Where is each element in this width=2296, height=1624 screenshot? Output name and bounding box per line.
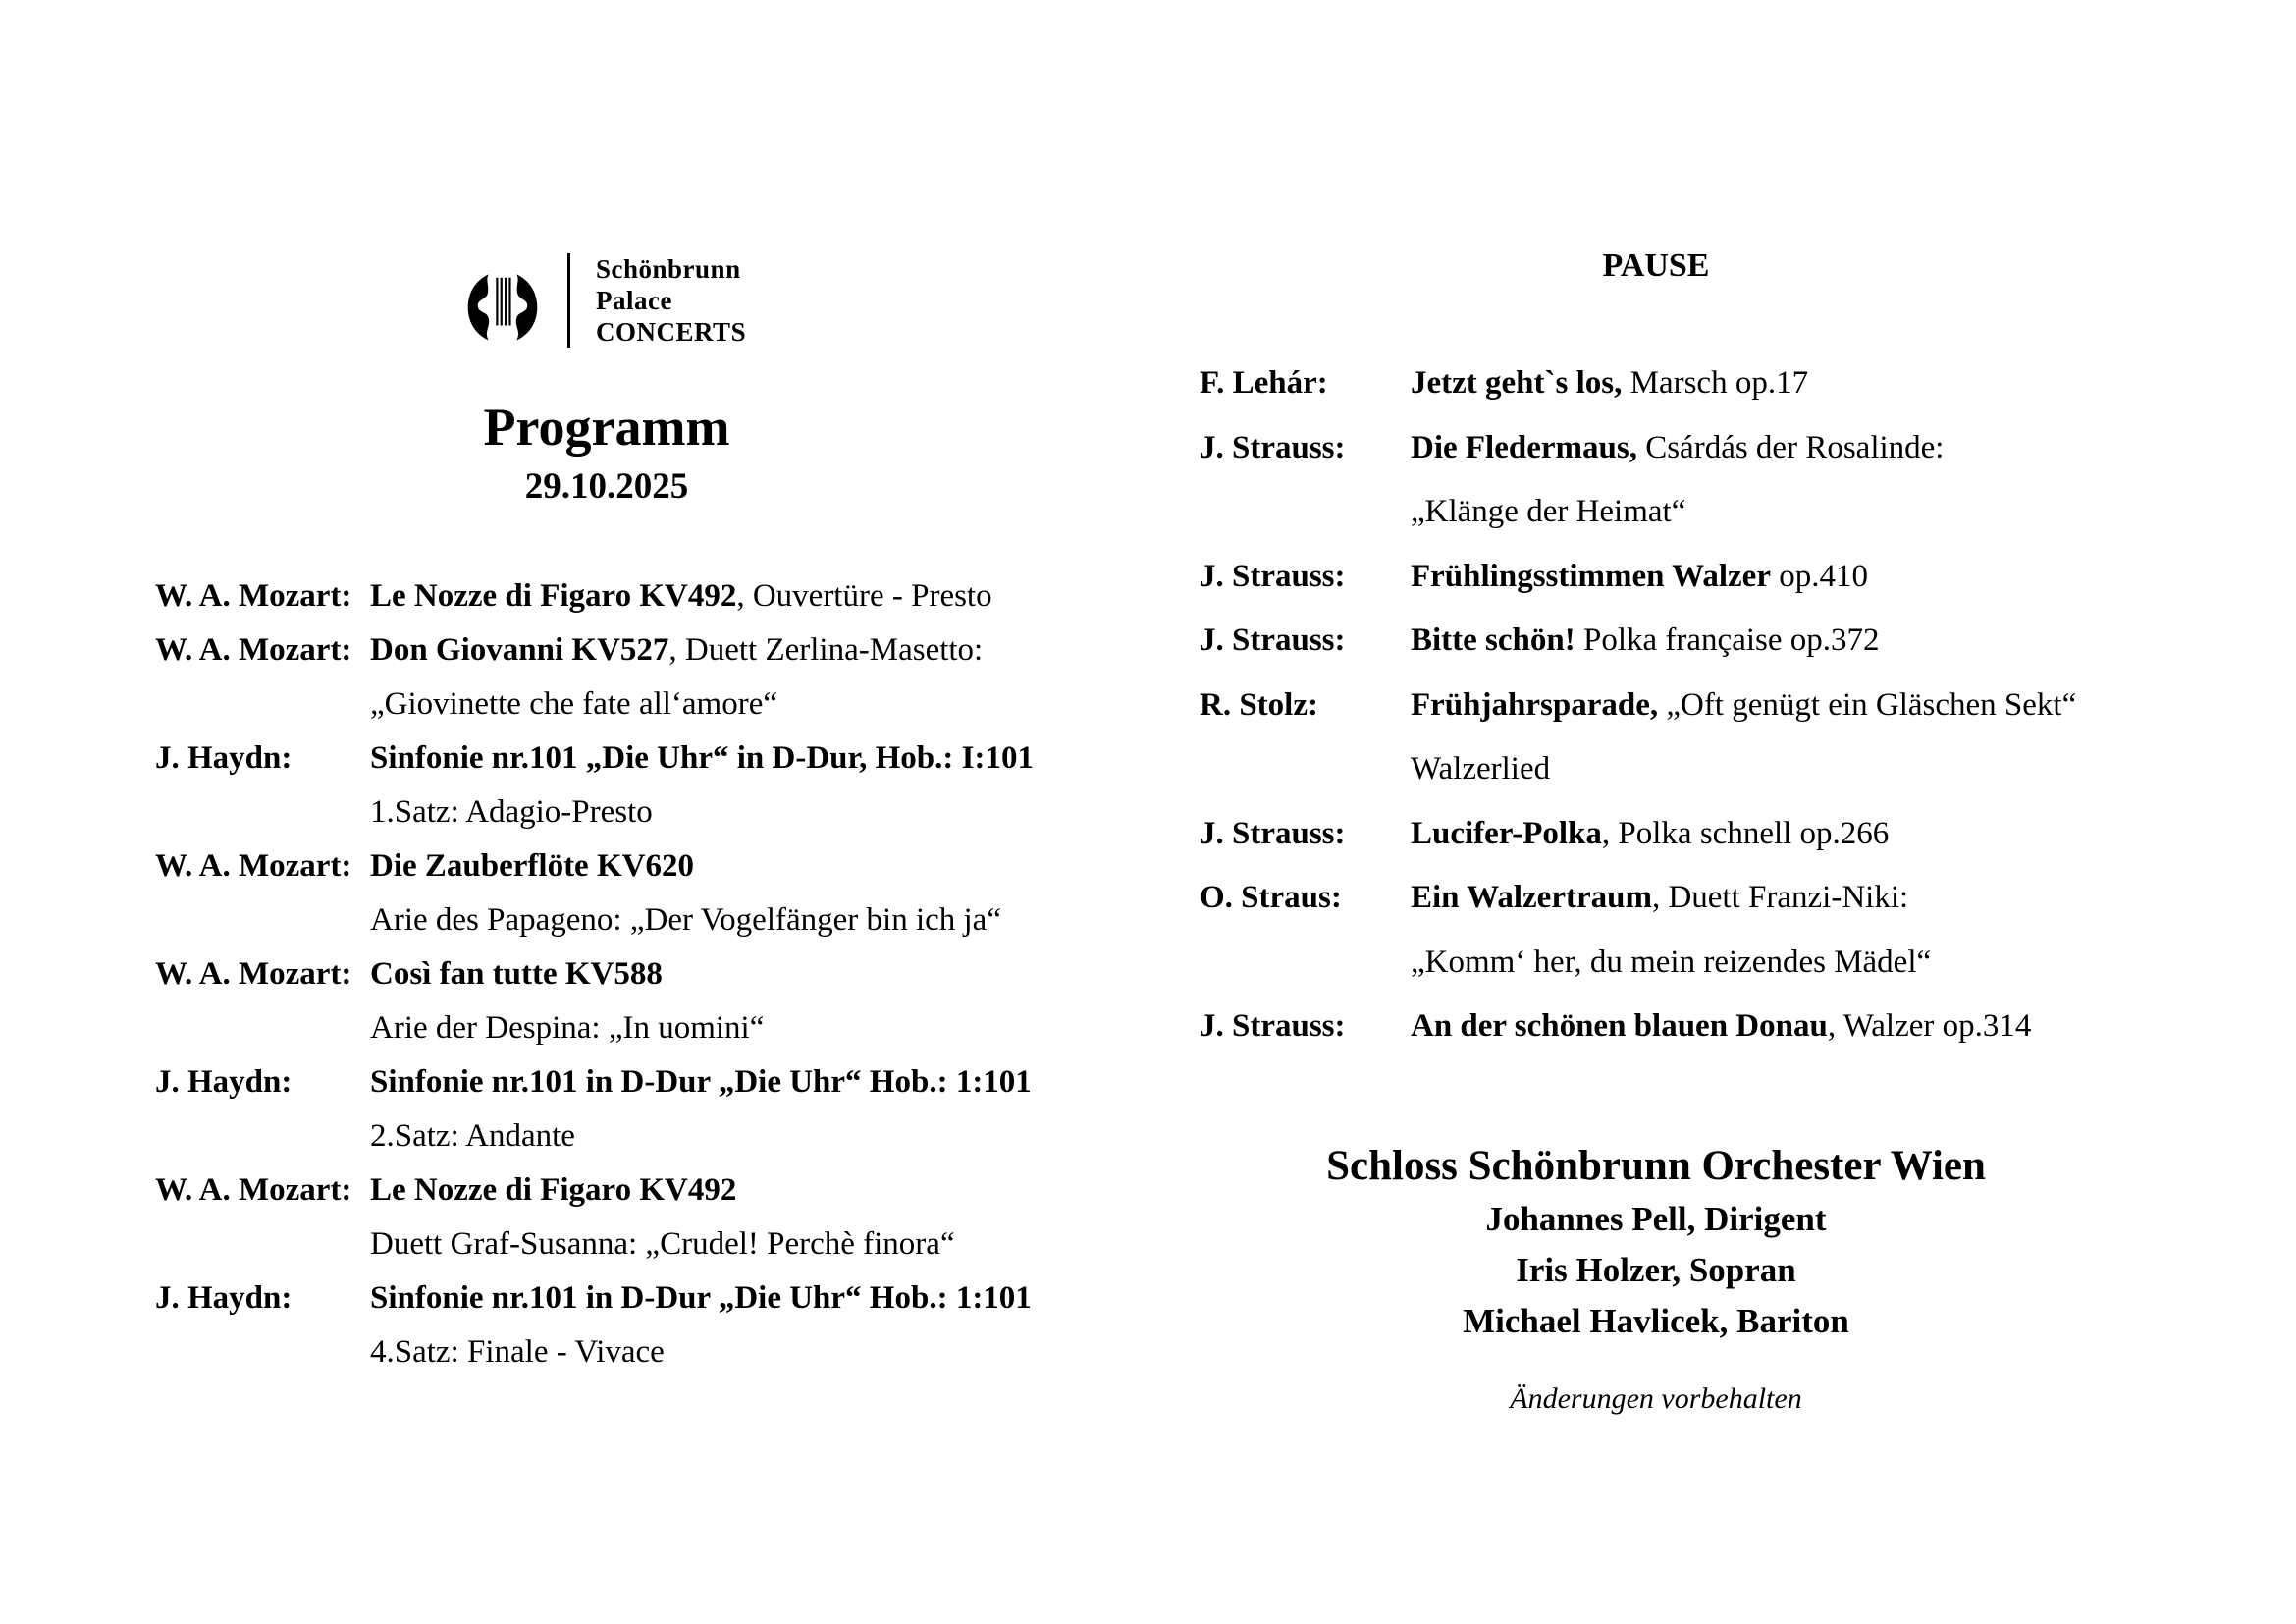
- composer-label: [155, 1326, 370, 1380]
- composer-label: W. A. Mozart:: [155, 632, 352, 668]
- piece-cell: [370, 677, 1137, 731]
- piece-title: Frühlingsstimmen Walzer: [1411, 558, 1771, 594]
- program-row: [1200, 931, 2260, 996]
- piece-subtitle: 2.Satz: Andante: [370, 1118, 575, 1154]
- soprano-credit: Iris Holzer, Sopran: [1516, 1251, 1796, 1289]
- piece-title: Frühjahrsparade,: [1411, 686, 1659, 723]
- piece-cell: [1411, 674, 2260, 738]
- program-row: [155, 1110, 1137, 1164]
- program-list-first-half: [155, 569, 1137, 1380]
- program-row: [1200, 609, 2260, 674]
- piece-title: Bitte schön!: [1411, 623, 1575, 658]
- piece-cell: [370, 569, 1137, 623]
- piece-cell: [1411, 545, 2260, 610]
- piece-cell: [1411, 931, 2260, 996]
- program-row: [155, 947, 1137, 1001]
- concert-date: 29.10.2025: [524, 466, 689, 507]
- composer-label: J. Strauss:: [1200, 558, 1346, 594]
- piece-subtitle: , Duett Franzi-Niki:: [1651, 880, 1909, 915]
- piece-cell: [370, 1326, 1137, 1380]
- piece-cell: [370, 1164, 1137, 1218]
- piece-subtitle: , Ouvertüre - Presto: [736, 578, 992, 614]
- piece-subtitle: 1.Satz: Adagio-Presto: [370, 794, 653, 830]
- piece-title: Sinfonie nr.101 in D-Dur „Die Uhr“ Hob.: 1:101: [370, 1064, 1032, 1100]
- program-row: [155, 1001, 1137, 1056]
- brand-name: [596, 253, 746, 348]
- program-row: [155, 1272, 1137, 1326]
- piece-subtitle: Csárdás der Rosalinde:: [1636, 429, 1945, 465]
- piece-title: An der schönen blauen Donau: [1411, 1008, 1828, 1044]
- conductor-credit: Johannes Pell, Dirigent: [1485, 1200, 1827, 1238]
- program-row: [155, 893, 1137, 947]
- piece-title: Sinfonie nr.101 „Die Uhr“ in D-Dur, Hob.: I:101: [370, 740, 1034, 776]
- piece-cell: [370, 1110, 1137, 1164]
- brand-line-1: Schönbrunn: [596, 254, 741, 284]
- piece-cell: [1411, 995, 2260, 1059]
- composer-label: J. Strauss:: [1200, 1008, 1346, 1044]
- composer-label: J. Haydn:: [155, 740, 293, 776]
- piece-subtitle: „Komm‘ her, du mein reizendes Mädel“: [1411, 944, 1932, 980]
- piece-title: Sinfonie nr.101 in D-Dur „Die Uhr“ Hob.: 1:101: [370, 1280, 1032, 1316]
- piece-cell: [1411, 802, 2260, 867]
- piece-subtitle: Arie der Despina: „In uomini“: [370, 1010, 765, 1046]
- piece-cell: [1411, 866, 2260, 931]
- piece-title: Die Zauberflöte KV620: [370, 848, 694, 884]
- composer-label: W. A. Mozart:: [155, 956, 352, 992]
- piece-cell: [370, 731, 1137, 785]
- program-row: [1200, 995, 2260, 1059]
- composer-label: J. Haydn:: [155, 1064, 293, 1100]
- piece-cell: [370, 1218, 1137, 1272]
- composer-label: J. Haydn:: [155, 1280, 293, 1316]
- piece-cell: [370, 1001, 1137, 1056]
- composer-label: [155, 677, 370, 731]
- program-row: [155, 839, 1137, 893]
- composer-label: W. A. Mozart:: [155, 578, 352, 614]
- piece-cell: [1411, 480, 2260, 545]
- piece-title: Don Giovanni KV527: [370, 632, 669, 668]
- orchestra-name: Schloss Schönbrunn Orchester Wien: [1326, 1143, 1986, 1189]
- program-row: [1200, 352, 2260, 416]
- program-row: [155, 1164, 1137, 1218]
- program-row: [155, 1326, 1137, 1380]
- program-row: [1200, 674, 2260, 738]
- piece-cell: [1411, 609, 2260, 674]
- piece-cell: [370, 623, 1137, 677]
- pause-heading: PAUSE: [1602, 247, 1710, 284]
- composer-label: [155, 1001, 370, 1056]
- brand-logo: [461, 253, 746, 348]
- composer-label: O. Straus:: [1200, 880, 1342, 915]
- piece-subtitle: Polka française op.372: [1575, 623, 1880, 658]
- program-row: [1200, 866, 2260, 931]
- composer-label: [155, 1218, 370, 1272]
- piece-title: Die Fledermaus,: [1411, 429, 1637, 465]
- program-row: [155, 785, 1137, 839]
- piece-subtitle: , Polka schnell op.266: [1601, 815, 1890, 851]
- composer-label: J. Strauss:: [1200, 429, 1346, 465]
- program-row: [1200, 480, 2260, 545]
- composer-label: [1200, 931, 1411, 996]
- violin-icon: [461, 273, 544, 342]
- composer-label: [1200, 480, 1411, 545]
- piece-subtitle: Marsch op.17: [1622, 365, 1809, 401]
- piece-title: Le Nozze di Figaro KV492: [370, 1172, 737, 1208]
- program-row: [155, 1056, 1137, 1110]
- composer-label: W. A. Mozart:: [155, 848, 352, 884]
- piece-cell: [1411, 416, 2260, 481]
- composer-label: J. Strauss:: [1200, 623, 1346, 658]
- program-row: [155, 677, 1137, 731]
- composer-label: F. Lehár:: [1200, 365, 1328, 401]
- composer-label: R. Stolz:: [1200, 686, 1318, 723]
- piece-subtitle: op.410: [1770, 558, 1868, 594]
- logo-divider: [567, 253, 570, 348]
- changes-reserved-note: Änderungen vorbehalten: [1510, 1382, 1802, 1415]
- piece-title: Lucifer-Polka: [1411, 815, 1602, 851]
- piece-cell: [370, 785, 1137, 839]
- piece-title: Così fan tutte KV588: [370, 956, 663, 992]
- piece-cell: [1411, 737, 2260, 802]
- piece-subtitle: „Oft genügt ein Gläschen Sekt“: [1658, 686, 2077, 723]
- program-row: [1200, 545, 2260, 610]
- piece-subtitle: Duett Graf-Susanna: „Crudel! Perchè finora“: [370, 1226, 955, 1262]
- piece-cell: [370, 1056, 1137, 1110]
- composer-label: [155, 1110, 370, 1164]
- program-row: [155, 731, 1137, 785]
- piece-subtitle: , Walzer op.314: [1827, 1008, 2032, 1044]
- piece-cell: [370, 947, 1137, 1001]
- baritone-credit: Michael Havlicek, Bariton: [1463, 1302, 1849, 1340]
- program-row: [155, 1218, 1137, 1272]
- composer-label: [155, 893, 370, 947]
- composer-label: J. Strauss:: [1200, 815, 1346, 851]
- piece-title: Jetzt geht`s los,: [1411, 365, 1623, 401]
- piece-subtitle: 4.Satz: Finale - Vivace: [370, 1334, 665, 1370]
- composer-label: [155, 785, 370, 839]
- composer-label: W. A. Mozart:: [155, 1172, 352, 1208]
- piece-cell: [1411, 352, 2260, 416]
- program-list-second-half: [1200, 352, 2260, 1059]
- piece-subtitle: Arie des Papageno: „Der Vogelfänger bin ich ja“: [370, 902, 1001, 938]
- program-row: [1200, 737, 2260, 802]
- program-row: [155, 569, 1137, 623]
- piece-subtitle: , Duett Zerlina-Masetto:: [668, 632, 984, 668]
- piece-title: Ein Walzertraum: [1411, 880, 1652, 915]
- brand-line-3: CONCERTS: [596, 317, 747, 347]
- piece-cell: [370, 1272, 1137, 1326]
- piece-cell: [370, 893, 1137, 947]
- page-title: Programm: [483, 398, 730, 457]
- brand-line-2: Palace: [596, 286, 672, 315]
- program-row: [155, 623, 1137, 677]
- program-row: [1200, 416, 2260, 481]
- piece-subtitle: „Klänge der Heimat“: [1411, 494, 1686, 529]
- piece-cell: [370, 839, 1137, 893]
- composer-label: [1200, 737, 1411, 802]
- program-row: [1200, 802, 2260, 867]
- piece-subtitle: „Giovinette che fate all‘amore“: [370, 686, 778, 722]
- piece-title: Le Nozze di Figaro KV492: [370, 578, 737, 614]
- piece-subtitle: Walzerlied: [1411, 751, 1551, 786]
- credits-block: [1160, 1139, 2152, 1347]
